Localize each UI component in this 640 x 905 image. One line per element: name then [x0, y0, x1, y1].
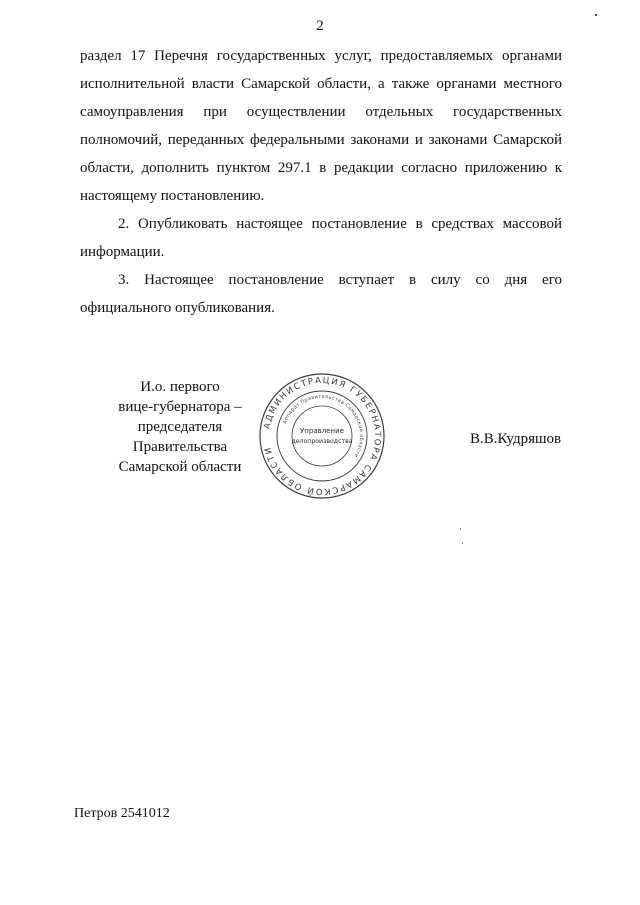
scan-speck [595, 14, 597, 16]
paragraph-item-2: 2. Опубликовать настоящее постановление в средствах массовой информации. [80, 216, 562, 260]
document-body [80, 42, 562, 322]
seal-center-line: делопроизводства [291, 438, 353, 445]
signatory-title [100, 377, 260, 477]
seal-inner-text: Аппарат Правительства Самарской области [282, 393, 365, 459]
signatory-title-line: председателя Правительства [132, 419, 228, 455]
seal-center-line: Управление [300, 427, 344, 435]
signatory-title-line: Самарской области [118, 459, 242, 475]
page-number: 2 [316, 18, 324, 34]
signatory-title-line: вице-губернатора – [118, 399, 242, 415]
paragraph-continuation: раздел 17 Перечня государственных услуг, предоставляемых органами исполнительной власти Самарской области, а также органами местного самоуправления при осуществлении отдельных государственных полномочий, переданных федеральными законами и законами Самарской области, дополнить пунктом 297.1 в редакции согласно приложению к настоящему постановлению. [80, 48, 562, 204]
signatory-title-line: И.о. первого [140, 379, 220, 395]
official-seal [258, 372, 386, 500]
paragraph-item-3: 3. Настоящее постановление вступает в силу со дня его официального опубликования. [80, 272, 562, 316]
signatory-name: В.В.Кудряшов [470, 431, 562, 447]
executor-contact: Петров 2541012 [74, 806, 170, 821]
seal-outer-text: АДМИНИСТРАЦИЯ ГУБЕРНАТОРА САМАРСКОЙ ОБЛАСТИ [262, 375, 383, 497]
